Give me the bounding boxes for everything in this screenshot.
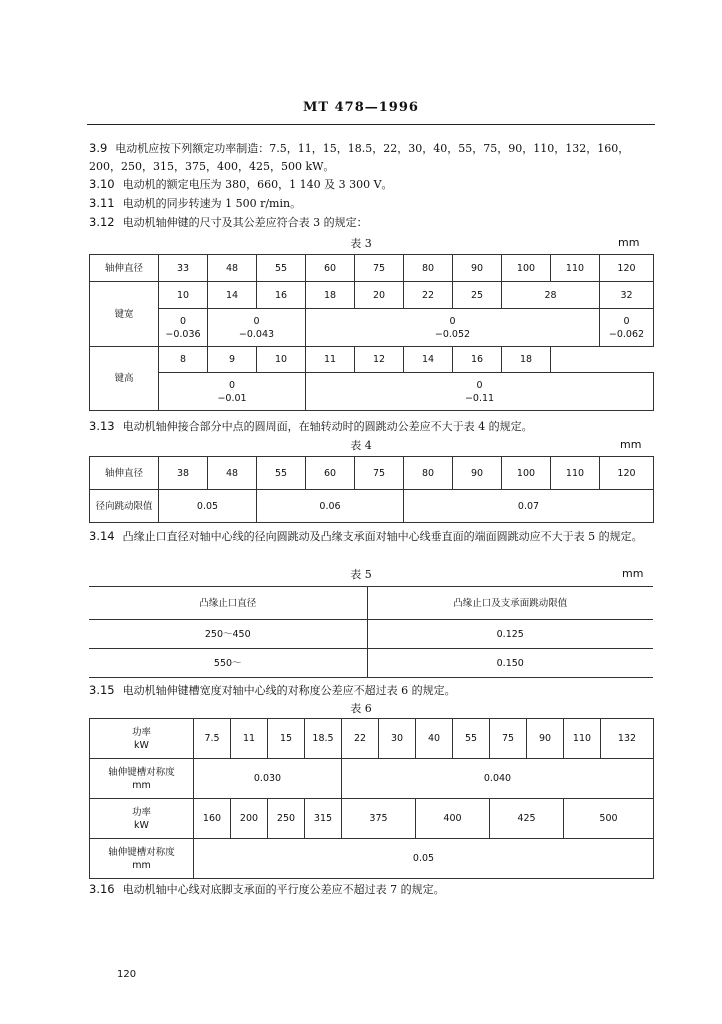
table3-cell: 80: [404, 255, 453, 282]
table6-cell: 400: [416, 799, 490, 839]
document-header: MT 478—1996: [303, 100, 419, 115]
table6-cell: 500: [564, 799, 654, 839]
table3-shaft-row: [90, 255, 654, 282]
table6-cell: 7.5: [194, 719, 231, 759]
table4-row-label: 径向跳动限值: [90, 490, 159, 523]
table3-cell: 90: [453, 255, 502, 282]
table6-cell: 40: [416, 719, 453, 759]
clause-3-16: 3.16 电动机轴中心线对底脚支承面的平行度公差应不超过表 7 的规定。: [89, 882, 445, 896]
table4-cell: 120: [600, 457, 654, 490]
table3-width-row: [90, 282, 654, 309]
table3-tol-cell: 0 −0.036: [159, 309, 208, 347]
table6-power-row-2: [90, 799, 654, 839]
table3-tol-cell: 0 −0.11: [306, 373, 654, 411]
table3-cell: 14: [404, 347, 453, 373]
table6-cell: 200: [231, 799, 268, 839]
table6-cell: 375: [342, 799, 416, 839]
table3-cell: 33: [159, 255, 208, 282]
table6-power-row-1: [90, 719, 654, 759]
table3-cell: 55: [257, 255, 306, 282]
table4-cell: 75: [355, 457, 404, 490]
table3-cell: 110: [551, 255, 600, 282]
table6-caption: 表 6: [350, 702, 372, 715]
table6-cell: 15: [268, 719, 305, 759]
table6-cell: 425: [490, 799, 564, 839]
table6-cell: 90: [527, 719, 564, 759]
clause-3-13: 3.13 电动机轴伸接合部分中点的圆周面，在轴转动时的圆跳动公差应不大于表 4 的规定。: [89, 419, 533, 433]
table6-cell: 22: [342, 719, 379, 759]
table6-row-label: 轴伸键槽对称度 mm: [90, 839, 194, 879]
table3-cell: 12: [355, 347, 404, 373]
table3-tol-cell: 0 −0.043: [208, 309, 306, 347]
table6-cell: 250: [268, 799, 305, 839]
table3-cell: 22: [404, 282, 453, 309]
table6-row-label: 功率 kW: [90, 719, 194, 759]
table4-cell: 100: [502, 457, 551, 490]
table3-cell: 120: [600, 255, 654, 282]
table6-sym-row-1: [90, 759, 654, 799]
table4-caption: 表 4: [350, 439, 372, 452]
table3-unit: mm: [618, 236, 640, 249]
table6-cell: 30: [379, 719, 416, 759]
table3-cell: 75: [355, 255, 404, 282]
table5-cell: 0.150: [367, 649, 653, 678]
table6-cell: 315: [305, 799, 342, 839]
table-3: [89, 254, 654, 411]
table5-cell: 250～450: [89, 620, 367, 649]
table4-cell: 38: [159, 457, 208, 490]
table6-cell: 0.05: [194, 839, 654, 879]
table4-cell: 0.07: [404, 490, 654, 523]
table4-cell: 90: [453, 457, 502, 490]
table5-unit: mm: [622, 567, 644, 580]
table3-cell: 10: [159, 282, 208, 309]
table5-row: [89, 649, 653, 678]
table3-cell: 9: [208, 347, 257, 373]
table6-cell: 0.030: [194, 759, 342, 799]
table3-cell: 16: [257, 282, 306, 309]
table4-cell: 60: [306, 457, 355, 490]
table3-cell: 16: [453, 347, 502, 373]
table4-unit: mm: [620, 438, 642, 451]
table5-row: [89, 620, 653, 649]
clause-3-14: 3.14 凸缘止口直径对轴中心线的径向圆跳动及凸缘支承面对轴中心线垂直面的端面圆跳动应不大于表 5 的规定。: [89, 529, 643, 543]
table5-header: 凸缘止口直径: [89, 587, 367, 620]
table6-cell: 0.040: [342, 759, 654, 799]
table3-cell: 60: [306, 255, 355, 282]
clause-3-15: 3.15 电动机轴伸键槽宽度对轴中心线的对称度公差应不超过表 6 的规定。: [89, 683, 456, 697]
table5-header-row: [89, 587, 653, 620]
table3-cell: 8: [159, 347, 208, 373]
table3-cell: 20: [355, 282, 404, 309]
table3-row-label: 键宽: [90, 282, 159, 347]
table6-cell: 18.5: [305, 719, 342, 759]
table3-empty-cell: [551, 347, 600, 373]
table5-cell: 0.125: [367, 620, 653, 649]
table3-row-label: 键高: [90, 347, 159, 411]
clause-3-12: 3.12 电动机轴伸键的尺寸及其公差应符合表 3 的规定：: [89, 215, 368, 229]
table6-cell: 55: [453, 719, 490, 759]
table3-cell: 28: [502, 282, 600, 309]
table4-cell: 55: [257, 457, 306, 490]
table4-row-label: 轴伸直径: [90, 457, 159, 490]
table3-cell: 32: [600, 282, 654, 309]
table3-cell: 11: [306, 347, 355, 373]
table5-cell: 550～: [89, 649, 367, 678]
table5-caption: 表 5: [350, 568, 372, 581]
table5-header: 凸缘止口及支承面跳动限值: [367, 587, 653, 620]
table6-cell: 11: [231, 719, 268, 759]
table3-caption: 表 3: [350, 237, 372, 250]
table6-cell: 75: [490, 719, 527, 759]
table4-shaft-row: [90, 457, 654, 490]
table6-row-label: 轴伸键槽对称度 mm: [90, 759, 194, 799]
table3-tol-cell: 0 −0.01: [159, 373, 306, 411]
clause-3-10: 3.10 电动机的额定电压为 380，660，1 140 及 3 300 V。: [89, 177, 393, 191]
table6-cell: 160: [194, 799, 231, 839]
table3-cell: 14: [208, 282, 257, 309]
clause-3-9: 3.9 电动机应按下列额定功率制造：7.5，11，15，18.5，22，30，40，55，75，90，110，132，160，200，250，315，375，400，425，500 kW。: [89, 141, 630, 173]
table4-cell: 0.05: [159, 490, 257, 523]
table4-cell: 48: [208, 457, 257, 490]
header-rule: [87, 124, 655, 125]
table3-cell: 48: [208, 255, 257, 282]
table3-height-row: [90, 347, 654, 373]
clause-3-11: 3.11 电动机的同步转速为 1 500 r/min。: [89, 196, 302, 210]
table4-cell: 80: [404, 457, 453, 490]
table4-limit-row: [90, 490, 654, 523]
table3-cell: 10: [257, 347, 306, 373]
table3-empty-cell: [600, 347, 654, 373]
table3-height-tol-row: [90, 373, 654, 411]
table3-tol-cell: 0 −0.052: [306, 309, 600, 347]
table6-row-label: 功率 kW: [90, 799, 194, 839]
table4-cell: 0.06: [257, 490, 404, 523]
table3-cell: 25: [453, 282, 502, 309]
table3-cell: 100: [502, 255, 551, 282]
table3-tol-cell: 0 −0.062: [600, 309, 654, 347]
table6-cell: 132: [601, 719, 654, 759]
table3-width-tol-row: [90, 309, 654, 347]
table3-cell: 18: [502, 347, 551, 373]
table-5: [89, 586, 653, 678]
table6-cell: 110: [564, 719, 601, 759]
page-number: 120: [117, 969, 137, 980]
table4-cell: 110: [551, 457, 600, 490]
table6-sym-row-2: [90, 839, 654, 879]
table-6: [89, 718, 654, 879]
table-4: [89, 456, 654, 523]
table3-row-label: 轴伸直径: [90, 255, 159, 282]
table3-cell: 18: [306, 282, 355, 309]
